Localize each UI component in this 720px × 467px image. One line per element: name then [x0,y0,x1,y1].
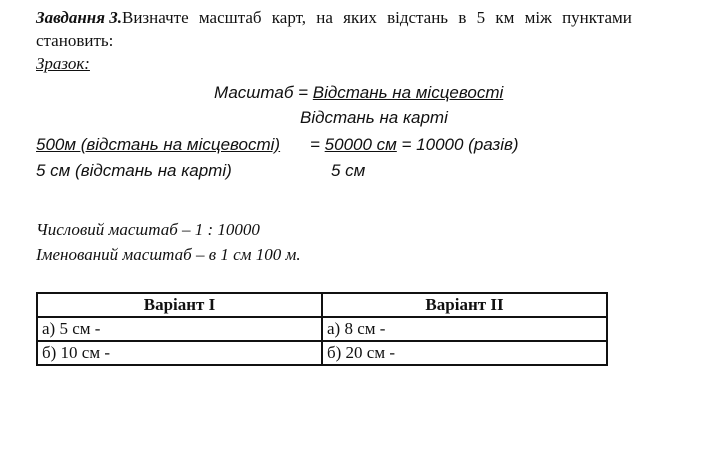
table-header-variant-2: Варіант II [322,293,607,317]
example-row1-right [310,135,519,155]
table-cell: б) 10 см - [37,341,322,365]
task-text-line2: становить: [36,31,114,50]
task-text-line1: Визначте масштаб карт, на яких відстань в 5 км між пунктами [122,8,632,27]
table-cell: а) 5 см - [37,317,322,341]
variants-table [36,292,608,366]
table-header-row [37,293,607,317]
numeric-scale: Числовий масштаб – 1 : 10000 [36,220,260,239]
sample-label: Зразок: [36,54,90,73]
example-row2-mid: 5 см [331,161,366,180]
example-row1-mid: 50000 см [324,135,397,154]
example-row2-left: 5 см (відстань на карті) [36,161,232,180]
formula-lhs: Масштаб = [214,83,313,102]
table-cell: б) 20 см - [322,341,607,365]
formula-denominator: Відстань на карті [300,108,448,127]
example-row1-rest: = 10000 (разів) [396,135,519,154]
example-row1-left: 500м (відстань на місцевості) [36,135,281,154]
table-cell: а) 8 см - [322,317,607,341]
table-row [37,341,607,365]
formula-numerator-line [214,83,503,103]
task-title: Завдання 3. [36,8,122,27]
example-row1-eq: = [310,135,325,154]
table-header-variant-1: Варіант I [37,293,322,317]
named-scale: Іменований масштаб – в 1 см 100 м. [36,245,301,264]
formula-numerator: Відстань на місцевості [312,83,504,102]
table-row [37,317,607,341]
task-heading [36,8,632,28]
